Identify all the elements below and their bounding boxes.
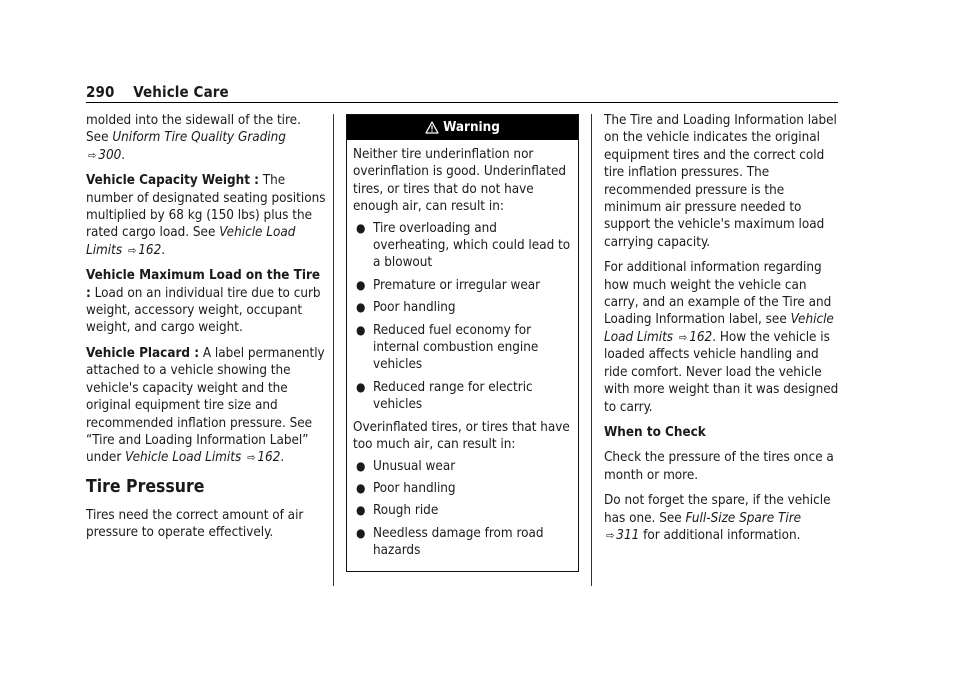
- paragraph: For additional information regarding how much weight the vehicle can carry, and an example of the Tire and Loading Information label, see Vehicle Load Limits ⇨ 162. How the vehicle is loaded affects vehicle handling and ride comfort. Never load the vehicle with more weight than it was designed to carry.: [604, 260, 839, 415]
- cross-ref-link[interactable]: Uniform Tire Quality Grading: [112, 130, 286, 146]
- page-number: 290: [86, 83, 115, 101]
- section-title: Vehicle Care: [133, 83, 229, 101]
- warning-box: [346, 114, 579, 572]
- definition-vehicle-capacity-weight: Vehicle Capacity Weight : The number of designated seating positions multiplied by 68 kg (150 lbs) plus the rated cargo load. See Vehicle Load Limits ⇨ 162.: [86, 173, 326, 258]
- definition-vehicle-max-load: Vehicle Maximum Load on the Tire : Load on an individual tire due to curb weight, accessory weight, occupant weight, and cargo weight.: [86, 268, 321, 336]
- page-ref-link[interactable]: 162: [257, 450, 281, 466]
- list-item: ● Poor handling: [356, 480, 456, 496]
- column-divider-left: [333, 114, 334, 586]
- column-divider-right: [591, 114, 592, 586]
- column-right: [604, 112, 840, 552]
- definition-vehicle-placard: Vehicle Placard : A label permanently attached to a vehicle showing the vehicle's capacity weight and the original equipment tire size and recommended inflation pressure. See “Tire and Loading Information Label” under Vehicle Load Limits ⇨ 162.: [86, 345, 325, 466]
- term: Vehicle Maximum Load on the Tire :: [86, 268, 321, 301]
- paragraph: The Tire and Loading Information label on the vehicle indicates the original equipment tires and the correct cold tire inflation pressures. The recommended pressure is the minimum air pressure needed to support the vehicle's maximum load carrying capacity.: [604, 113, 837, 250]
- list-item: ● Reduced range for electric vehicles: [356, 379, 533, 413]
- bullet-icon: ●: [356, 322, 366, 337]
- warning-intro: Neither tire underinflation nor overinflation is good. Underinflated tires, or tires that do not have enough air, can result in:: [353, 147, 567, 215]
- list-item: ● Needless damage from road hazards: [356, 525, 544, 559]
- page-ref-link[interactable]: 300: [98, 147, 122, 163]
- list-item: ● Tire overloading and overheating, which could lead to a blowout: [356, 220, 571, 271]
- term: Vehicle Capacity Weight :: [86, 173, 259, 189]
- cross-ref-link[interactable]: Vehicle Load Limits: [125, 450, 242, 466]
- paragraph: Do not forget the spare, if the vehicle has one. See Full-Size Spare Tire ⇨ 311 for additional information.: [604, 493, 831, 543]
- page-ref-link[interactable]: 162: [138, 242, 162, 258]
- bullet-icon: ●: [356, 458, 366, 473]
- warning-body: [347, 140, 578, 571]
- bullet-icon: ●: [356, 300, 366, 315]
- list-item: ● Reduced fuel economy for internal combustion engine vehicles: [356, 322, 539, 373]
- term: Vehicle Placard :: [86, 345, 200, 361]
- page-ref-icon: ⇨: [678, 330, 688, 344]
- cross-ref-link[interactable]: Vehicle Load Limits: [86, 225, 296, 258]
- bullet-icon: ●: [356, 503, 366, 518]
- list-item: ● Premature or irregular wear: [356, 277, 541, 293]
- page-ref-link[interactable]: 162: [689, 329, 713, 345]
- page-ref-icon: ⇨: [247, 451, 256, 465]
- list-item: ● Poor handling: [356, 300, 456, 316]
- bullet-icon: ●: [356, 277, 366, 292]
- list-item: ● Unusual wear: [356, 458, 456, 474]
- page-header: [86, 83, 229, 101]
- subheading: When to Check: [604, 424, 706, 440]
- overinflation-intro: Overinflated tires, or tires that have too much air, can result in:: [353, 419, 570, 453]
- header-rule: [86, 102, 838, 103]
- cross-ref-link[interactable]: Vehicle Load Limits: [604, 312, 834, 345]
- page-ref-link[interactable]: 311: [616, 527, 640, 543]
- warning-header: [347, 115, 578, 140]
- paragraph: Check the pressure of the tires once a month or more.: [604, 450, 834, 483]
- cross-ref-link[interactable]: Full-Size Spare Tire: [685, 510, 802, 526]
- list-item: ● Rough ride: [356, 503, 439, 519]
- warning-title: Warning: [443, 119, 500, 135]
- page-ref-icon: ⇨: [127, 243, 137, 257]
- bullet-icon: ●: [356, 480, 366, 495]
- overinflation-list: [353, 458, 572, 560]
- bullet-icon: ●: [356, 220, 366, 235]
- section-heading: Tire Pressure: [86, 476, 205, 497]
- bullet-icon: ●: [356, 379, 366, 394]
- warning-icon: [425, 121, 439, 134]
- underinflation-list: [353, 220, 572, 414]
- page-ref-icon: ⇨: [88, 148, 97, 162]
- column-left: [86, 112, 326, 550]
- paragraph: molded into the sidewall of the tire. See Uniform Tire Quality Grading ⇨ 300.: [86, 113, 301, 163]
- paragraph: Tires need the correct amount of air pressure to operate effectively.: [86, 507, 304, 541]
- page-ref-icon: ⇨: [606, 528, 615, 542]
- bullet-icon: ●: [356, 525, 366, 540]
